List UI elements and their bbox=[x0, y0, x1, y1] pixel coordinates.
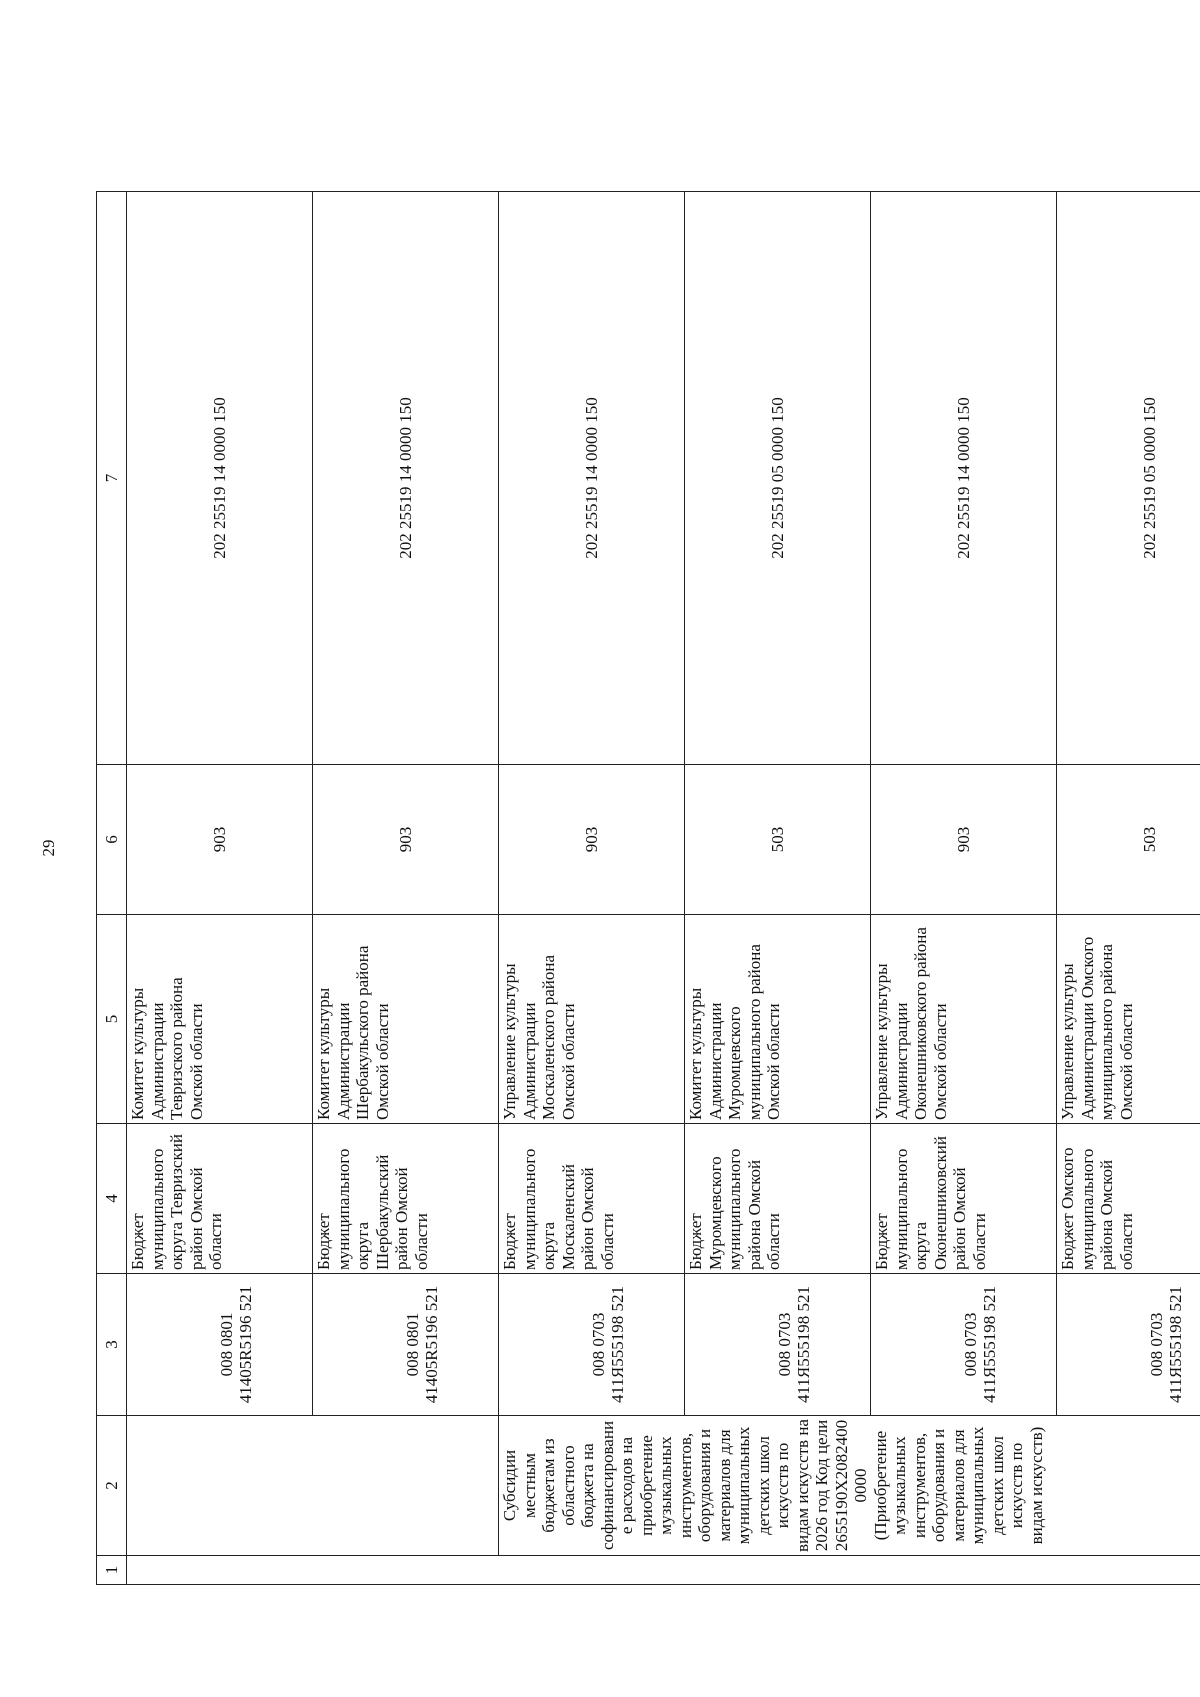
cell-code: 008 0703 411Я555198 521 bbox=[1057, 1274, 1200, 1416]
header-col-2: 2 bbox=[97, 1416, 127, 1556]
table-row bbox=[499, 192, 685, 1585]
cell-admin: Комитет культуры Администрации Муромцевского муниципального района Омской области bbox=[685, 915, 871, 1124]
cell-admin: Управление культуры Администрации Оконешниковского района Омской области bbox=[871, 915, 1057, 1124]
header-col-7: 7 bbox=[97, 192, 127, 765]
cell-admin: Управление культуры Администрации Омского муниципального района Омской области bbox=[1057, 915, 1200, 1124]
header-col-5: 5 bbox=[97, 915, 127, 1124]
cell-budget: Бюджет Муромцевского муниципального района Омской области bbox=[685, 1124, 871, 1274]
cell-budget: Бюджет муниципального округа Москаленский район Омской области bbox=[499, 1124, 685, 1274]
table-row bbox=[127, 192, 313, 1585]
cell-num: 903 bbox=[499, 765, 685, 915]
header-row bbox=[97, 192, 127, 1585]
cell-col-1 bbox=[127, 1556, 1200, 1585]
cell-kbk: 202 25519 14 0000 150 bbox=[499, 192, 685, 765]
header-col-4: 4 bbox=[97, 1124, 127, 1274]
header-col-6: 6 bbox=[97, 765, 127, 915]
cell-budget: Бюджет муниципального округа Оконешниковский район Омской области bbox=[871, 1124, 1057, 1274]
cell-kbk: 202 25519 14 0000 150 bbox=[871, 192, 1057, 765]
budget-table bbox=[96, 191, 1200, 1585]
cell-kbk: 202 25519 14 0000 150 bbox=[127, 192, 313, 765]
cell-num: 503 bbox=[1057, 765, 1200, 915]
cell-num: 903 bbox=[871, 765, 1057, 915]
cell-num: 903 bbox=[127, 765, 313, 915]
cell-budget: Бюджет муниципального округа Шербакульский район Омской области bbox=[313, 1124, 499, 1274]
cell-kbk: 202 25519 14 0000 150 bbox=[313, 192, 499, 765]
cell-admin: Управление культуры Администрации Москаленского района Омской области bbox=[499, 915, 685, 1124]
table-row bbox=[313, 192, 499, 1585]
cell-budget: Бюджет муниципального округа Тевризский район Омской области bbox=[127, 1124, 313, 1274]
cell-admin: Комитет культуры Администрации Тевризского района Омской области bbox=[127, 915, 313, 1124]
header-col-1: 1 bbox=[97, 1556, 127, 1585]
table-row bbox=[1057, 192, 1200, 1585]
cell-code: 008 0703 411Я555198 521 bbox=[685, 1274, 871, 1416]
cell-kbk: 202 25519 05 0000 150 bbox=[685, 192, 871, 765]
cell-code: 008 0703 411Я555198 521 bbox=[499, 1274, 685, 1416]
cell-num: 903 bbox=[313, 765, 499, 915]
header-col-3: 3 bbox=[97, 1274, 127, 1416]
page-number: 29 bbox=[39, 839, 58, 857]
table-row bbox=[685, 192, 871, 1585]
cell-code: 008 0801 41405R5196 521 bbox=[313, 1274, 499, 1416]
cell-num: 503 bbox=[685, 765, 871, 915]
cell-budget: Бюджет Омского муниципального района Омской области bbox=[1057, 1124, 1200, 1274]
cell-code: 008 0801 41405R5196 521 bbox=[127, 1274, 313, 1416]
cell-code: 008 0703 411Я555198 521 bbox=[871, 1274, 1057, 1416]
cell-col-2 bbox=[127, 1416, 499, 1556]
cell-kbk: 202 25519 05 0000 150 bbox=[1057, 192, 1200, 765]
table-row bbox=[871, 192, 1057, 1585]
group-description: Субсидии местным бюджетам из областного бюджета на софинансирование расходов на приобретение музыкальных инструментов, оборудования и материалов для муниципальных детских школ искусств по видам искусств на 2026 год Код цели 2655190X20824000000 (Приобретение музыкальных инструментов, оборудования и материалов для муниципальных детских школ искусств по видам искусств) bbox=[499, 1416, 1200, 1556]
rotated-table-container bbox=[96, 192, 1185, 1585]
cell-admin: Комитет культуры Администрации Шербакульского района Омской области bbox=[313, 915, 499, 1124]
